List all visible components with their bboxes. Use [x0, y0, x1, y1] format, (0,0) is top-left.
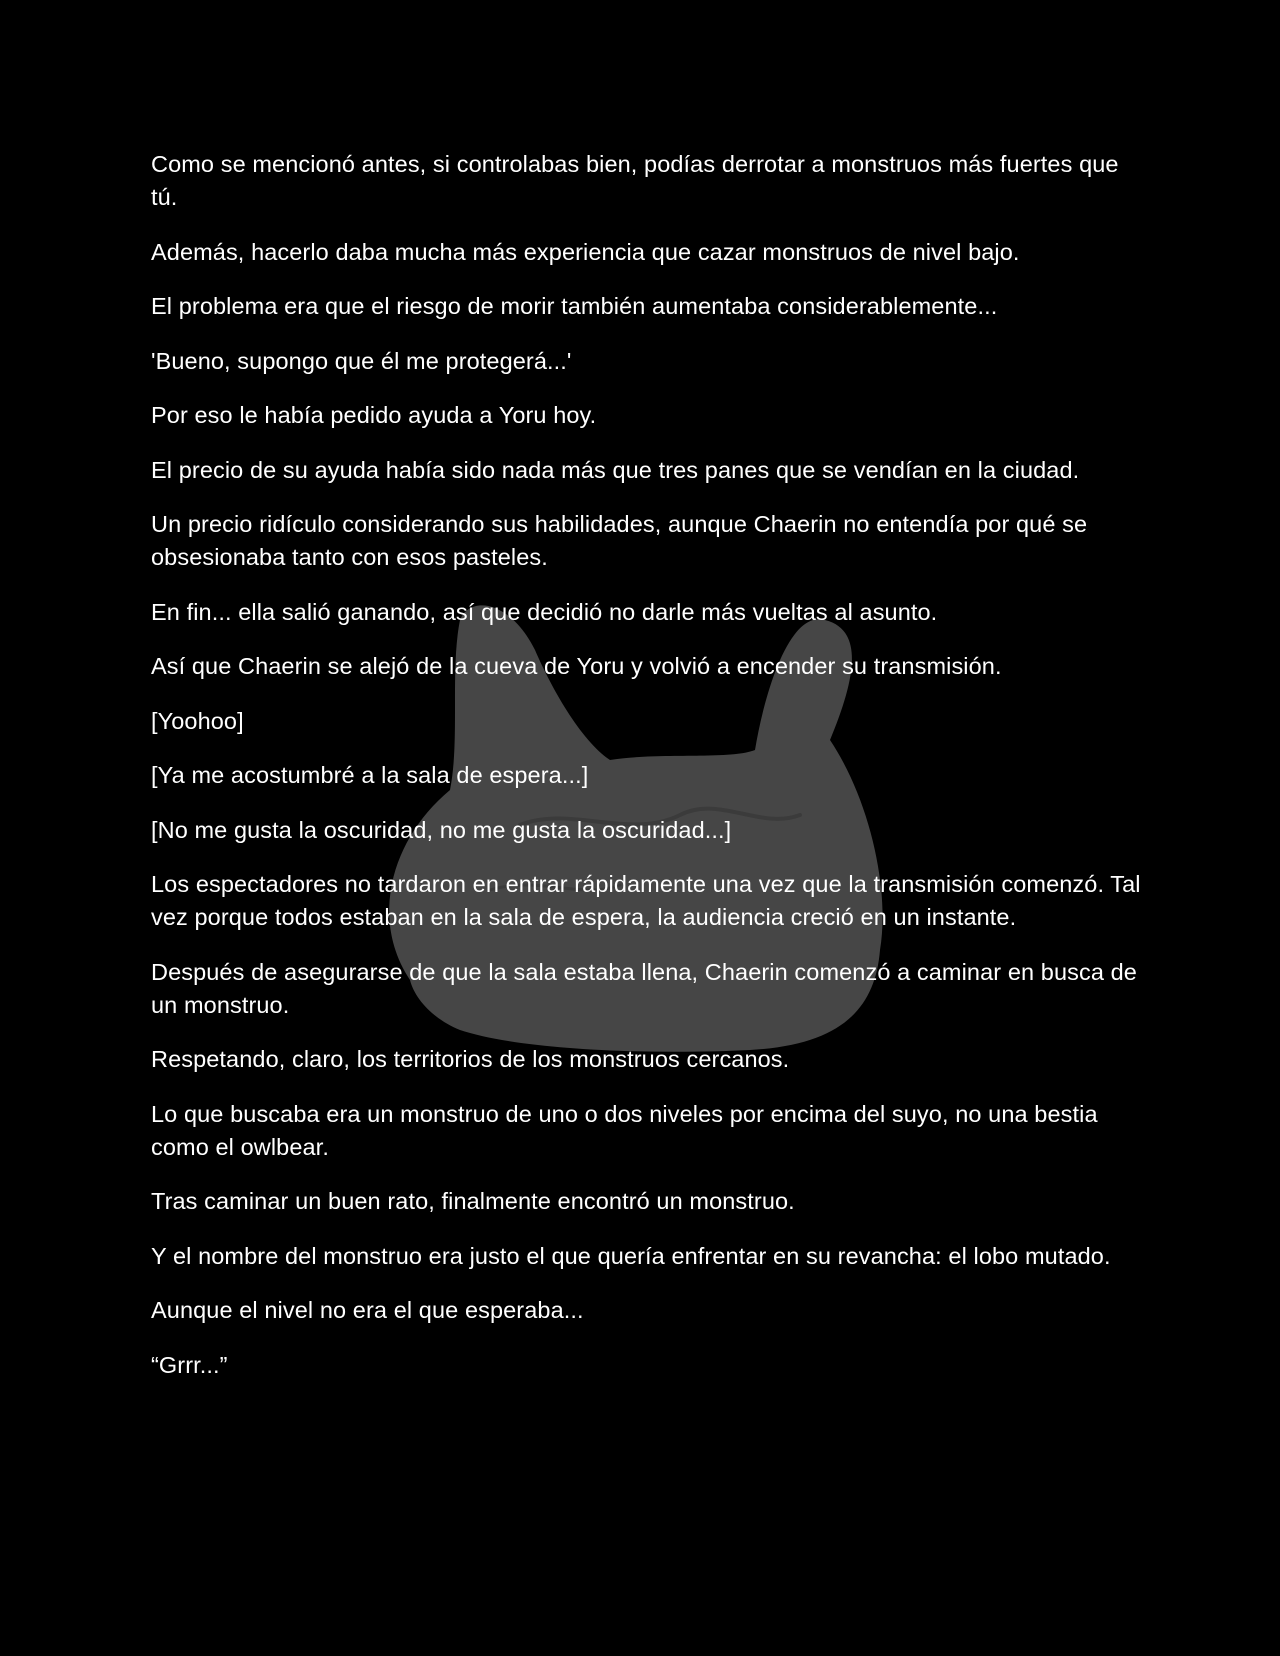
paragraph: Después de asegurarse de que la sala estaba llena, Chaerin comenzó a caminar en busca de un monstruo.	[151, 958, 1137, 1018]
paragraph: Un precio ridículo considerando sus habilidades, aunque Chaerin no entendía por qué se obsesionaba tanto con esos pasteles.	[151, 511, 1088, 570]
paragraph: Por eso le había pedido ayuda a Yoru hoy.	[151, 402, 597, 428]
paragraph: Además, hacerlo daba mucha más experiencia que cazar monstruos de nivel bajo.	[151, 238, 1020, 265]
paragraph: Y el nombre del monstruo era justo el que quería enfrentar en su revancha: el lobo mutado.	[151, 1242, 1111, 1269]
document-body	[151, 148, 1141, 1403]
paragraph: Aunque el nivel no era el que esperaba...	[151, 1297, 584, 1323]
paragraph: 'Bueno, supongo que él me protegerá...'	[151, 347, 572, 374]
paragraph: Lo que buscaba era un monstruo de uno o dos niveles por encima del suyo, no una bestia como el owlbear.	[151, 1100, 1098, 1160]
paragraph: [Ya me acostumbré a la sala de espera...]	[151, 762, 589, 788]
paragraph: El precio de su ayuda había sido nada más que tres panes que se vendían en la ciudad.	[151, 456, 1080, 483]
paragraph: El problema era que el riesgo de morir también aumentaba considerablemente...	[151, 293, 998, 319]
paragraph: Tras caminar un buen rato, finalmente encontró un monstruo.	[151, 1188, 795, 1214]
paragraph: Los espectadores no tardaron en entrar rápidamente una vez que la transmisión comenzó. Tal vez porque todos estaban en la sala de espera, la audiencia creció en un instante.	[151, 871, 1141, 930]
paragraph: Respetando, claro, los territorios de los monstruos cercanos.	[151, 1046, 790, 1072]
paragraph: [Yoohoo]	[151, 707, 244, 734]
paragraph: En fin... ella salió ganando, así que decidió no darle más vueltas al asunto.	[151, 598, 938, 625]
paragraph: Así que Chaerin se alejó de la cueva de Yoru y volvió a encender su transmisión.	[151, 653, 1002, 679]
paragraph: “Grrr...”	[151, 1351, 228, 1378]
paragraph: [No me gusta la oscuridad, no me gusta la oscuridad...]	[151, 816, 732, 843]
paragraph: Como se mencionó antes, si controlabas bien, podías derrotar a monstruos más fuertes que tú.	[151, 151, 1119, 210]
